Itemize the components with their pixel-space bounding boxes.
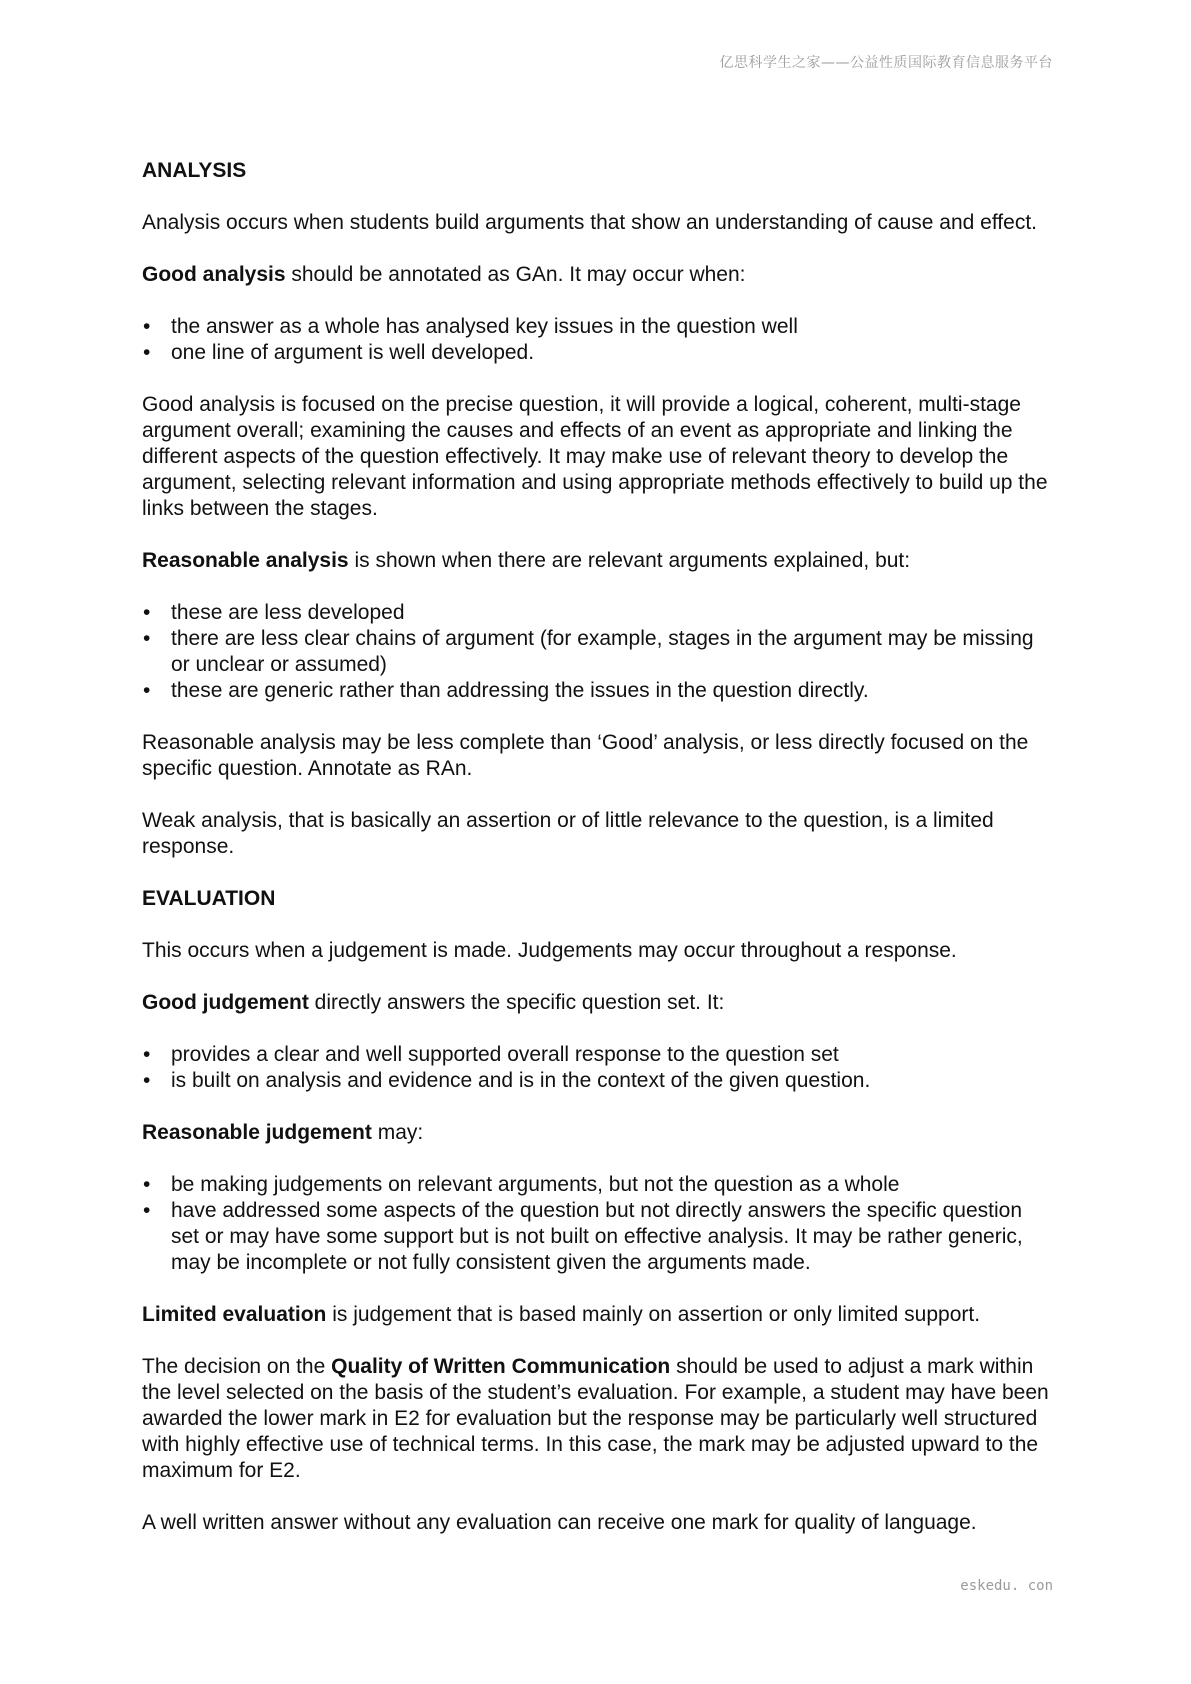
qwc-text-before: The decision on the <box>142 1355 332 1378</box>
analysis-heading: ANALYSIS <box>142 159 247 182</box>
page-footer-site-url: eskedu. con <box>960 1578 1053 1594</box>
closing-paragraph: A well written answer without any evaluation can receive one mark for quality of language. <box>142 1511 977 1534</box>
good-analysis-description: Good analysis is focused on the precise question, it will provide a logical, coherent, multi-stage argument overall; examining the causes and effects of an event as appropriate and linking the different aspects of the question effectively. It may make use of relevant theory to develop the argument, selecting relevant information and using appropriate methods effectively to build up the links between the stages. <box>142 393 1048 520</box>
list-item: • these are less developed <box>142 600 1052 626</box>
reasonable-analysis-description: Reasonable analysis may be less complete than ‘Good’ analysis, or less directly focused on the specific question. Annotate as RAn. <box>142 731 1029 780</box>
list-item: • one line of argument is well developed. <box>142 340 1052 366</box>
analysis-intro: Analysis occurs when students build arguments that show an understanding of cause and effect. <box>142 211 1037 234</box>
evaluation-intro: This occurs when a judgement is made. Judgements may occur throughout a response. <box>142 939 957 962</box>
reasonable-judgement-list <box>142 1172 1052 1276</box>
limited-evaluation-label: Limited evaluation <box>142 1303 327 1326</box>
good-judgement-paragraph <box>142 990 1052 1016</box>
reasonable-judgement-text: may: <box>371 1121 424 1144</box>
good-judgement-label: Good judgement <box>142 991 309 1014</box>
reasonable-judgement-paragraph <box>142 1120 1052 1146</box>
reasonable-judgement-label: Reasonable judgement <box>142 1121 372 1144</box>
list-item: • the answer as a whole has analysed key issues in the question well <box>142 314 1052 340</box>
qwc-text-after: should be used to adjust a mark within the level selected on the basis of the student’s evaluation. For example, a student may have been awarded the lower mark in E2 for evaluation but the response may be particularly well structured with highly effective use of technical terms. In this case, the mark may be adjusted upward to the maximum for E2. <box>142 1355 1049 1482</box>
reasonable-analysis-label: Reasonable analysis <box>142 549 349 572</box>
list-item: • there are less clear chains of argument (for example, stages in the argument may be missing or unclear or assumed) <box>142 626 1052 678</box>
good-analysis-text: should be annotated as GAn. It may occur when: <box>285 263 746 286</box>
list-item: • have addressed some aspects of the question but not directly answers the specific question set or may have some support but is not built on effective analysis. It may be rather generic, may be incomplete or not fully consistent given the arguments made. <box>142 1198 1052 1276</box>
page-header-site-name: 亿思科学生之家——公益性质国际教育信息服务平台 <box>719 55 1053 71</box>
good-analysis-list <box>142 314 1052 366</box>
reasonable-analysis-paragraph <box>142 548 1052 574</box>
limited-evaluation-paragraph <box>142 1302 1052 1328</box>
reasonable-analysis-list <box>142 600 1052 704</box>
good-analysis-paragraph <box>142 262 1052 288</box>
good-judgement-list <box>142 1042 1052 1094</box>
good-judgement-text: directly answers the specific question set. It: <box>308 991 725 1014</box>
reasonable-analysis-text: is shown when there are relevant arguments explained, but: <box>348 549 911 572</box>
good-analysis-label: Good analysis <box>142 263 286 286</box>
list-item: • provides a clear and well supported overall response to the question set <box>142 1042 1052 1068</box>
qwc-paragraph <box>142 1354 1052 1484</box>
evaluation-heading: EVALUATION <box>142 887 276 910</box>
list-item: • is built on analysis and evidence and is in the context of the given question. <box>142 1068 1052 1094</box>
document-body <box>142 158 1052 1562</box>
qwc-label: Quality of Written Communication <box>331 1355 671 1378</box>
limited-evaluation-text: is judgement that is based mainly on assertion or only limited support. <box>326 1303 981 1326</box>
weak-analysis-description: Weak analysis, that is basically an assertion or of little relevance to the question, is a limited response. <box>142 809 994 858</box>
list-item: • be making judgements on relevant arguments, but not the question as a whole <box>142 1172 1052 1198</box>
list-item: • these are generic rather than addressing the issues in the question directly. <box>142 678 1052 704</box>
